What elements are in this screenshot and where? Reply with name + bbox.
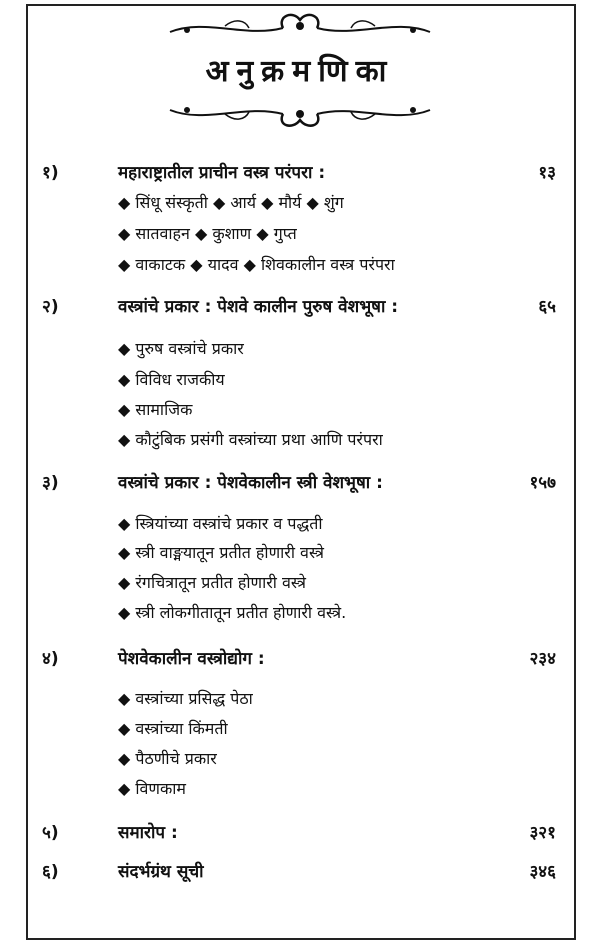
section-2-item-1: ◆ पुरुष वस्त्रांचे प्रकार: [118, 339, 244, 358]
section-1-item-3: ◆ वाकाटक ◆ यादव ◆ शिवकालीन वस्त्र परंपरा: [118, 255, 395, 274]
section-3-page: १५७: [529, 473, 556, 493]
section-6-number: ६): [42, 862, 59, 882]
section-2-item-3: ◆ सामाजिक: [118, 400, 193, 419]
section-1-item-1: ◆ सिंधू संस्कृती ◆ आर्य ◆ मौर्य ◆ शुंग: [118, 193, 344, 212]
section-4-item-2: ◆ वस्त्रांच्या किंमती: [118, 719, 228, 738]
section-5-title: समारोप :: [118, 823, 178, 843]
section-2-page: ६५: [538, 297, 556, 317]
section-3-item-4: ◆ स्त्री लोकगीतातून प्रतीत होणारी वस्त्रे.: [118, 603, 347, 622]
section-6-page: ३४६: [529, 862, 556, 882]
section-3-title: वस्त्रांचे प्रकार : पेशवेकालीन स्त्री वेशभूषा :: [118, 473, 383, 493]
section-3-item-1: ◆ स्त्रियांच्या वस्त्रांचे प्रकार व पद्धती: [118, 514, 323, 533]
top-ornament-icon: [165, 8, 435, 42]
section-1-item-2: ◆ सातवाहन ◆ कुशाण ◆ गुप्त: [118, 224, 297, 243]
section-2-number: २): [42, 297, 59, 317]
section-5-number: ५): [42, 823, 59, 843]
section-5-page: ३२१: [529, 823, 556, 843]
section-6-title: संदर्भग्रंथ सूची: [118, 862, 204, 882]
section-4-item-1: ◆ वस्त्रांच्या प्रसिद्ध पेठा: [118, 689, 253, 708]
section-4-page: २३४: [529, 649, 556, 669]
section-4-number: ४): [42, 649, 59, 669]
section-4-item-4: ◆ विणकाम: [118, 779, 186, 798]
bottom-ornament-icon: [165, 98, 435, 132]
section-1-number: १): [42, 163, 59, 183]
section-1-page: १३: [538, 163, 556, 183]
section-4-title: पेशवेकालीन वस्त्रोद्योग :: [118, 649, 265, 669]
section-2-title: वस्त्रांचे प्रकार : पेशवे कालीन पुरुष वेशभूषा :: [118, 297, 399, 317]
section-3-number: ३): [42, 473, 59, 493]
section-1-title: महाराष्ट्रातील प्राचीन वस्त्र परंपरा :: [118, 163, 326, 183]
section-2-item-4: ◆ कौटुंबिक प्रसंगी वस्त्रांच्या प्रथा आणि परंपरा: [118, 430, 383, 449]
page-title: अनुक्रमणिका: [205, 54, 395, 89]
section-4-item-3: ◆ पैठणीचे प्रकार: [118, 749, 217, 768]
section-3-item-2: ◆ स्त्री वाङ्मयातून प्रतीत होणारी वस्त्रे: [118, 543, 325, 562]
section-3-item-3: ◆ रंगचित्रातून प्रतीत होणारी वस्त्रे: [118, 573, 306, 592]
section-2-item-2: ◆ विविध राजकीय: [118, 370, 225, 389]
